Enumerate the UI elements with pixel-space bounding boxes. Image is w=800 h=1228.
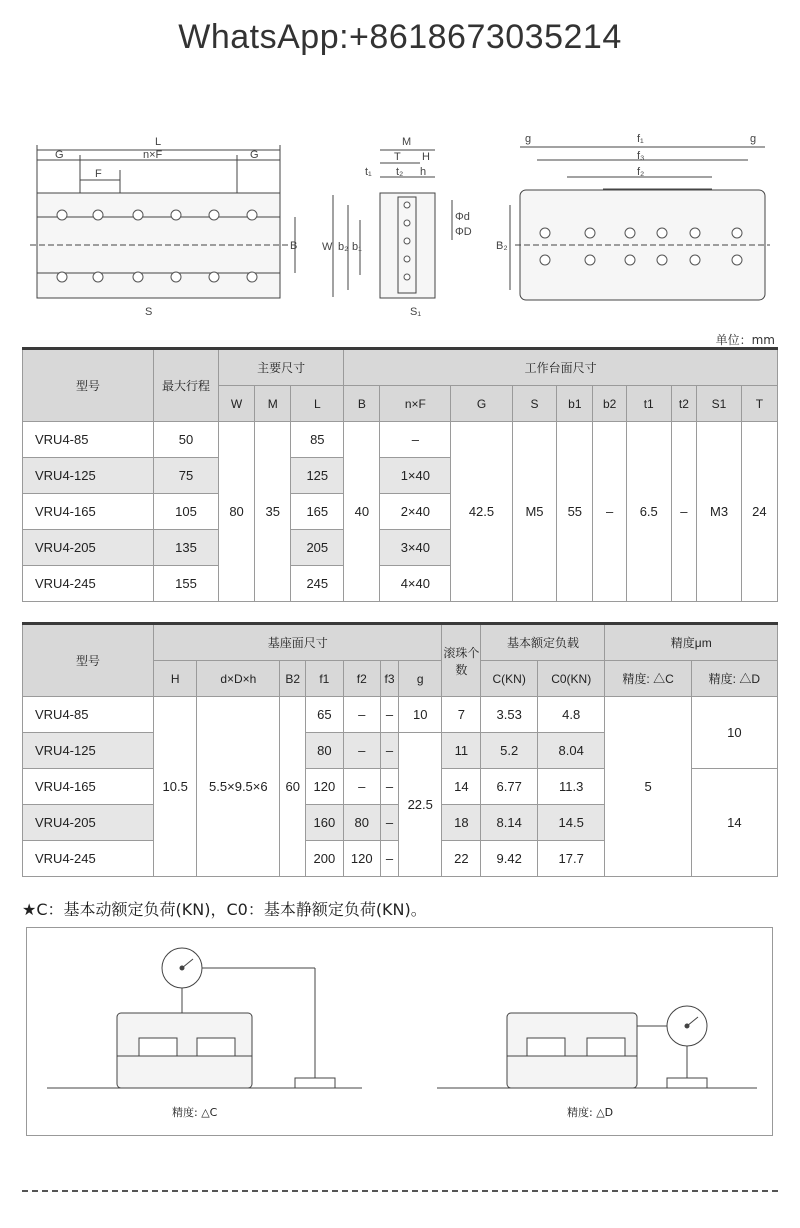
model-cell: VRU4-245 xyxy=(23,841,154,877)
table-row xyxy=(23,697,778,733)
load-note: ★C：基本动额定负荷(KN)，C0：基本静额定负荷(KN)。 xyxy=(22,900,427,919)
f1-cell: 160 xyxy=(306,805,343,841)
B-cell: 40 xyxy=(344,422,380,602)
svg-text:S: S xyxy=(145,306,153,318)
col-g: g xyxy=(399,661,442,697)
precision-d-label: 精度: △D xyxy=(567,1106,614,1119)
balls-cell: 11 xyxy=(442,733,481,769)
balls-cell: 14 xyxy=(442,769,481,805)
svg-text:G: G xyxy=(250,149,259,161)
col-b2: b2 xyxy=(593,386,627,422)
C-cell: 9.42 xyxy=(481,841,538,877)
C0-cell: 14.5 xyxy=(537,805,605,841)
footer-divider xyxy=(22,1190,778,1192)
svg-text:g: g xyxy=(525,133,532,145)
svg-text:f₂: f₂ xyxy=(637,166,645,178)
spec-table-1 xyxy=(22,347,778,602)
nF-cell: – xyxy=(380,422,451,458)
model-cell: VRU4-125 xyxy=(23,458,154,494)
t1-cell: 6.5 xyxy=(626,422,671,602)
precD-cell: 14 xyxy=(691,769,777,877)
col-M: M xyxy=(255,386,291,422)
model-cell: VRU4-165 xyxy=(23,769,154,805)
spec-table-2 xyxy=(22,622,778,877)
G-cell: 42.5 xyxy=(451,422,512,602)
col-t2: t2 xyxy=(671,386,697,422)
svg-text:H: H xyxy=(422,151,430,163)
watermark-text: WhatsApp:+8618673035214 xyxy=(178,18,622,56)
nF-cell: 4×40 xyxy=(380,566,451,602)
header-balls: 滚珠个数 xyxy=(442,624,481,697)
H-cell: 10.5 xyxy=(154,697,197,877)
b2-cell: – xyxy=(593,422,627,602)
f2-cell: – xyxy=(343,769,380,805)
col-f2: f2 xyxy=(343,661,380,697)
svg-text:Φd: Φd xyxy=(455,211,470,223)
f2-cell: – xyxy=(343,733,380,769)
stroke-cell: 75 xyxy=(154,458,219,494)
C-cell: 3.53 xyxy=(481,697,538,733)
L-cell: 85 xyxy=(291,422,344,458)
W-cell: 80 xyxy=(219,422,255,602)
col-f1: f1 xyxy=(306,661,343,697)
model-cell: VRU4-85 xyxy=(23,422,154,458)
col-dDh: d×D×h xyxy=(197,661,280,697)
svg-text:t₁: t₁ xyxy=(365,166,372,178)
svg-text:B₂: B₂ xyxy=(496,240,508,252)
L-cell: 125 xyxy=(291,458,344,494)
f2-cell: 120 xyxy=(343,841,380,877)
col-S1: S1 xyxy=(697,386,742,422)
svg-text:T: T xyxy=(394,151,401,163)
side-view-drawing xyxy=(333,150,452,298)
svg-text:W: W xyxy=(322,241,333,253)
f1-cell: 200 xyxy=(306,841,343,877)
svg-text:b₂: b₂ xyxy=(338,241,349,253)
C-cell: 6.77 xyxy=(481,769,538,805)
f1-cell: 120 xyxy=(306,769,343,805)
col-C0: C0(KN) xyxy=(537,661,605,697)
svg-text:t₂: t₂ xyxy=(396,166,404,178)
f3-cell: – xyxy=(380,697,398,733)
balls-cell: 18 xyxy=(442,805,481,841)
unit-label: 单位：mm xyxy=(715,333,775,347)
nF-cell: 1×40 xyxy=(380,458,451,494)
f1-cell: 65 xyxy=(306,697,343,733)
col-precD: 精度: △D xyxy=(691,661,777,697)
g-cell: 22.5 xyxy=(399,733,442,877)
C-cell: 8.14 xyxy=(481,805,538,841)
C0-cell: 8.04 xyxy=(537,733,605,769)
col-S: S xyxy=(512,386,557,422)
nF-cell: 2×40 xyxy=(380,494,451,530)
C0-cell: 17.7 xyxy=(537,841,605,877)
svg-text:S₁: S₁ xyxy=(410,306,422,318)
col-t1: t1 xyxy=(626,386,671,422)
balls-cell: 22 xyxy=(442,841,481,877)
header-base-dims: 基座面尺寸 xyxy=(154,624,442,661)
svg-text:ΦD: ΦD xyxy=(455,226,472,238)
col-L: L xyxy=(291,386,344,422)
B2-cell: 60 xyxy=(280,697,306,877)
S1-cell: M3 xyxy=(697,422,742,602)
dDh-cell: 5.5×9.5×6 xyxy=(197,697,280,877)
f2-cell: – xyxy=(343,697,380,733)
L-cell: 165 xyxy=(291,494,344,530)
T-cell: 24 xyxy=(741,422,777,602)
stroke-cell: 50 xyxy=(154,422,219,458)
col-precC: 精度: △C xyxy=(605,661,691,697)
precision-c-label: 精度: △C xyxy=(172,1106,218,1119)
f3-cell: – xyxy=(380,733,398,769)
precD-cell: 10 xyxy=(691,697,777,769)
stroke-cell: 105 xyxy=(154,494,219,530)
svg-text:f₃: f₃ xyxy=(637,150,645,162)
header-model: 型号 xyxy=(23,349,154,422)
svg-text:b₁: b₁ xyxy=(352,241,362,253)
f2-cell: 80 xyxy=(343,805,380,841)
stroke-cell: 135 xyxy=(154,530,219,566)
stroke-cell: 155 xyxy=(154,566,219,602)
svg-text:n×F: n×F xyxy=(143,149,163,161)
model-cell: VRU4-85 xyxy=(23,697,154,733)
dimension-drawings xyxy=(0,125,800,325)
header-table-dims: 工作台面尺寸 xyxy=(344,349,778,386)
col-nF: n×F xyxy=(380,386,451,422)
precC-cell: 5 xyxy=(605,697,691,877)
svg-text:F: F xyxy=(95,168,102,180)
model-cell: VRU4-245 xyxy=(23,566,154,602)
nF-cell: 3×40 xyxy=(380,530,451,566)
model-cell: VRU4-165 xyxy=(23,494,154,530)
measurement-drawing xyxy=(27,928,772,1135)
header-load: 基本额定负载 xyxy=(481,624,605,661)
col-b1: b1 xyxy=(557,386,593,422)
M-cell: 35 xyxy=(255,422,291,602)
header-model: 型号 xyxy=(23,624,154,697)
f3-cell: – xyxy=(380,805,398,841)
header-precision: 精度μm xyxy=(605,624,778,661)
model-cell: VRU4-205 xyxy=(23,530,154,566)
g-cell: 10 xyxy=(399,697,442,733)
L-cell: 245 xyxy=(291,566,344,602)
svg-text:g: g xyxy=(750,133,757,145)
svg-text:G: G xyxy=(55,149,64,161)
C0-cell: 11.3 xyxy=(537,769,605,805)
f3-cell: – xyxy=(380,841,398,877)
measurement-illustration xyxy=(26,927,773,1136)
balls-cell: 7 xyxy=(442,697,481,733)
svg-text:h: h xyxy=(420,166,427,178)
svg-text:B: B xyxy=(290,240,298,252)
col-G: G xyxy=(451,386,512,422)
col-H: H xyxy=(154,661,197,697)
svg-text:M: M xyxy=(402,136,412,148)
col-B2: B2 xyxy=(280,661,306,697)
col-B: B xyxy=(344,386,380,422)
L-cell: 205 xyxy=(291,530,344,566)
b1-cell: 55 xyxy=(557,422,593,602)
S-cell: M5 xyxy=(512,422,557,602)
col-f3: f3 xyxy=(380,661,398,697)
col-C: C(KN) xyxy=(481,661,538,697)
col-W: W xyxy=(219,386,255,422)
col-T: T xyxy=(741,386,777,422)
C0-cell: 4.8 xyxy=(537,697,605,733)
C-cell: 5.2 xyxy=(481,733,538,769)
svg-text:f₁: f₁ xyxy=(637,133,644,145)
model-cell: VRU4-125 xyxy=(23,733,154,769)
header-stroke: 最大行程 xyxy=(154,349,219,422)
f1-cell: 80 xyxy=(306,733,343,769)
f3-cell: – xyxy=(380,769,398,805)
header-main-dims: 主要尺寸 xyxy=(219,349,344,386)
model-cell: VRU4-205 xyxy=(23,805,154,841)
t2-cell: – xyxy=(671,422,697,602)
svg-text:L: L xyxy=(155,136,162,148)
table-row xyxy=(23,422,778,458)
